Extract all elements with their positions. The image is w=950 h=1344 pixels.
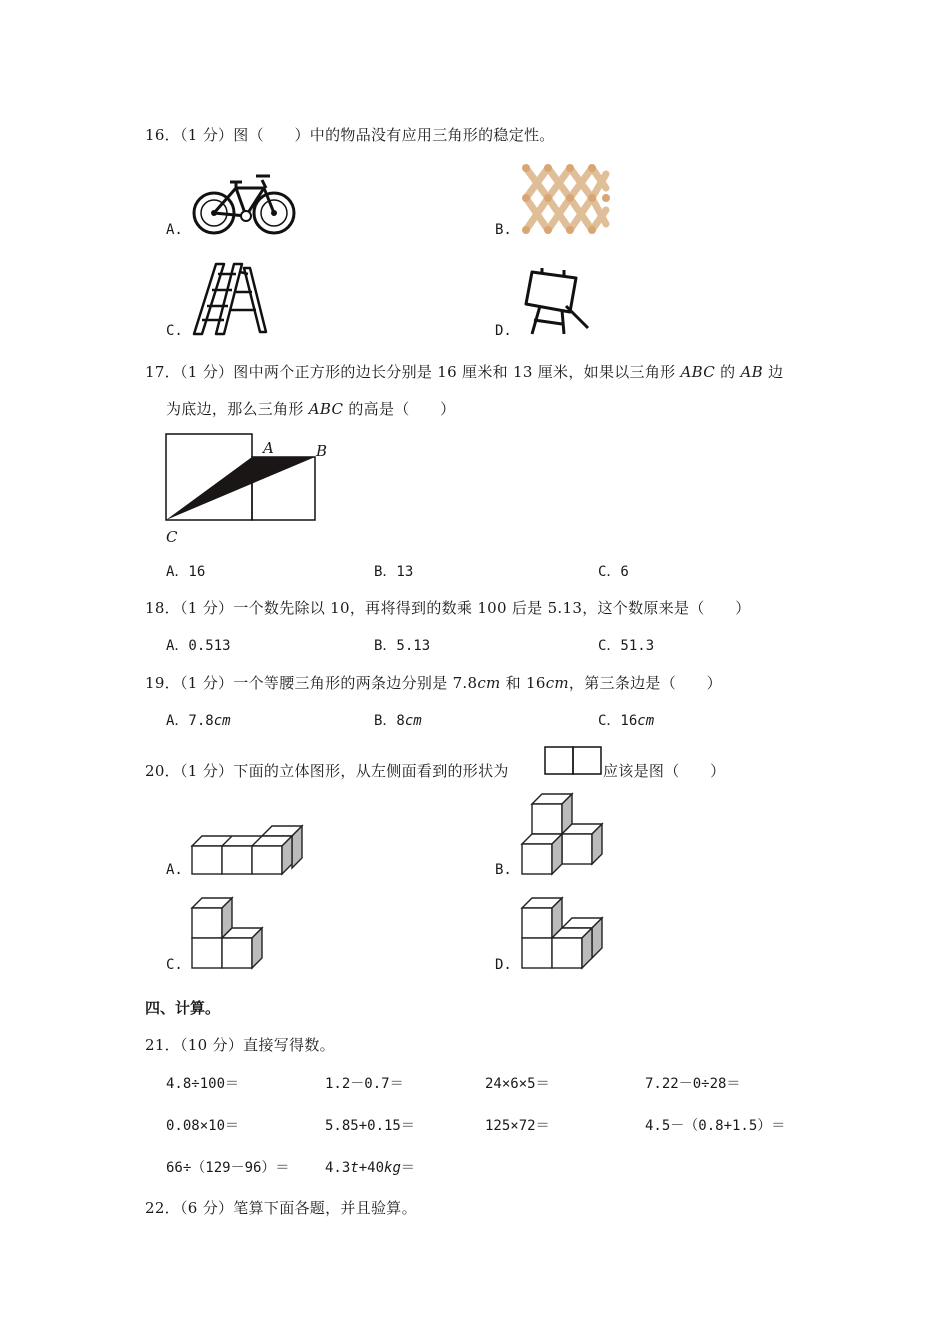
calc-item: 4.8÷100＝ [166,1076,240,1092]
cube-figure-a [190,822,310,878]
side-view-two-squares-icon [544,746,604,776]
q17-text-line1: 17．（1 分）图中两个正方形的边长分别是 16 厘米和 13 厘米，如果以三角形 ABC 的 AB 边 [145,363,784,381]
q19-option-c: C．16cm [598,713,655,729]
calc-item: 125×72＝ [485,1118,550,1134]
q20-option-a-label: A. [166,862,183,878]
q17-option-b: B．13 [374,564,414,580]
figure-label-b: B [316,442,328,460]
q19-text: 19．（1 分）一个等腰三角形的两条边分别是 7.8cm 和 16cm，第三条边是（ ） [145,674,722,692]
calc-item-unit-conversion: 4.3t+40kg＝ [325,1160,415,1176]
two-squares-triangle-figure [160,430,340,550]
q19-option-b: B．8cm [374,713,422,729]
calc-item: 7.22－0÷28＝ [645,1076,741,1092]
cube-figure-c [190,896,270,972]
q17-text-line2: 为底边，那么三角形 ABC 的高是（ ） [166,400,456,418]
q20-text-b: 应该是图（ ） [603,762,726,780]
calc-item: 1.2－0.7＝ [325,1076,404,1092]
folding-rack-icon [518,160,612,238]
q20-option-d-label: D. [495,957,512,973]
calc-item: 0.08×10＝ [166,1118,240,1134]
q20-text-a: 20．（1 分）下面的立体图形，从左侧面看到的形状为 [145,762,509,780]
calc-item: 24×6×5＝ [485,1076,550,1092]
q16-option-b-label: B. [495,222,512,238]
q21-text: 21．（10 分）直接写得数。 [145,1036,335,1054]
q20-option-c-label: C. [166,957,183,973]
bicycle-icon [190,166,300,238]
q17-option-a: A．16 [166,564,206,580]
calc-item: 5.85+0.15＝ [325,1118,415,1134]
q18-text: 18．（1 分）一个数先除以 10，再将得到的数乘 100 后是 5.13，这个数原来是（ ） [145,599,751,617]
cube-figure-d [520,896,610,972]
figure-label-c: C [166,528,178,546]
q19-option-a: A．7.8cm [166,713,231,729]
q18-option-b: B．5.13 [374,638,431,654]
q16-option-c-label: C. [166,323,183,339]
q18-option-a: A．0.513 [166,638,231,654]
q16-option-a-label: A. [166,222,183,238]
figure-label-a: A [263,439,274,457]
ladder-icon [190,262,270,336]
calc-item: 4.5－（0.8+1.5）＝ [645,1118,786,1134]
cube-figure-b [520,792,610,878]
q16-text: 16．（1 分）图（ ）中的物品没有应用三角形的稳定性。 [145,126,555,144]
q16-option-d-label: D. [495,323,512,339]
q18-option-c: C．51.3 [598,638,655,654]
q17-option-c: C．6 [598,564,629,580]
q22-text: 22．（6 分）笔算下面各题，并且验算。 [145,1199,417,1217]
easel-icon [518,262,592,336]
q20-option-b-label: B. [495,862,512,878]
section-4-title: 四、计算。 [145,999,221,1017]
calc-item: 66÷（129－96）＝ [166,1160,290,1176]
